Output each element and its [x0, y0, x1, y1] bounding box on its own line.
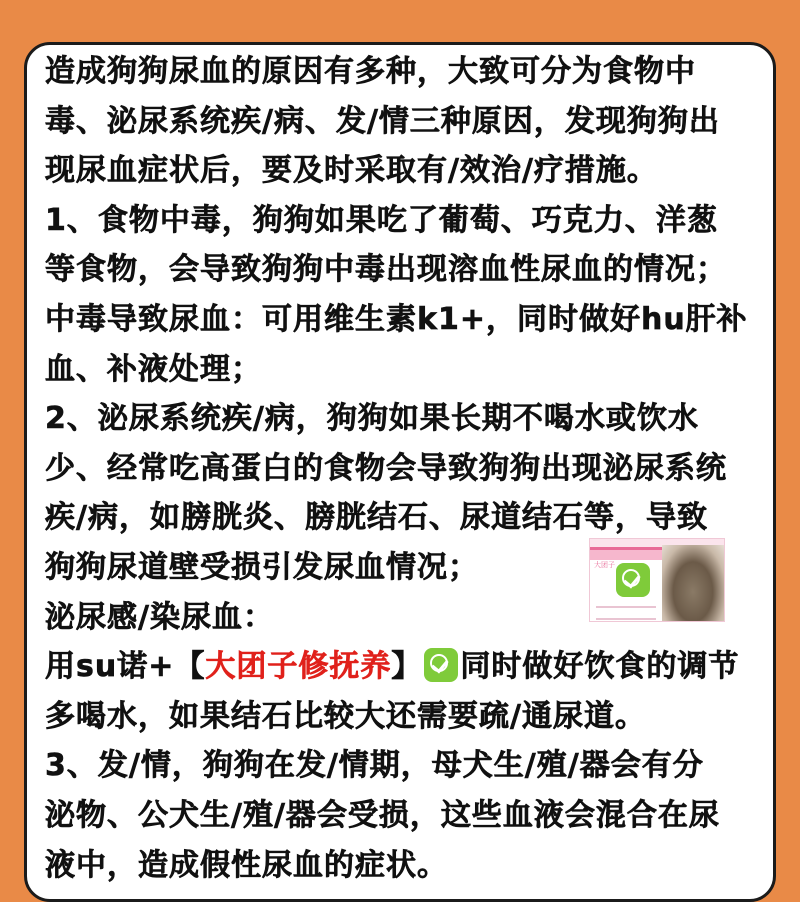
article-line-12: 泌尿感/染尿血：: [45, 599, 274, 635]
brand-highlight: 大团子修抚养: [205, 649, 392, 685]
article-line-2: 毒、泌尿系统疾/病、发/情三种原因，发现狗狗出: [45, 103, 720, 139]
article-line-10: 疾/病，如膀胱炎、膀胱结石、尿道结石等，导致: [45, 500, 708, 536]
article-line-8: 2、泌尿系统疾/病，狗狗如果长期不喝水或饮水: [45, 401, 699, 437]
article-line-9: 少、经常吃高蛋白的食物会导致狗狗出现泌尿系统: [45, 450, 727, 486]
article-line-13: [45, 642, 765, 692]
article-line-16: 泌物、公犬生/殖/器会受损，这些血液会混合在尿: [45, 797, 720, 833]
product-brand: 大团子: [594, 561, 615, 569]
article-line-6: 中毒导致尿血：可用维生素k1+，同时做好hu肝补: [45, 301, 748, 337]
line13-prefix: 用su诺+【: [45, 649, 206, 685]
article-line-5: 等食物，会导致狗狗中毒出现溶血性尿血的情况；: [45, 252, 727, 288]
article-line-3: 现尿血症状后，要及时采取有/效治/疗措施。: [45, 153, 658, 189]
line13-suffix: 同时做好饮食的调节: [460, 649, 740, 685]
article-line-11: 狗狗尿道壁受损引发尿血情况；: [45, 549, 479, 585]
article-line-15: 3、发/情，狗狗在发/情期，母犬生/殖/器会有分: [45, 748, 704, 784]
article-card: [24, 42, 776, 902]
check-mark-icon: [424, 648, 458, 682]
article-line-14: 多喝水，如果结石比较大还需要疏/通尿道。: [45, 698, 646, 734]
line13-bracket: 】: [391, 649, 423, 685]
article-line-1: 造成狗狗尿血的原因有多种，大致可分为食物中: [45, 54, 696, 89]
product-label-lines: [596, 606, 656, 620]
product-image: [589, 538, 725, 622]
article-line-17: 液中，造成假性尿血的症状。: [45, 847, 448, 883]
article-line-7: 血、补液处理；: [45, 351, 262, 387]
article-line-4: 1、食物中毒，狗狗如果吃了葡萄、巧克力、洋葱: [45, 202, 718, 238]
cat-photo: [662, 545, 724, 622]
article-body: [45, 47, 765, 890]
check-badge-icon: [616, 563, 650, 597]
